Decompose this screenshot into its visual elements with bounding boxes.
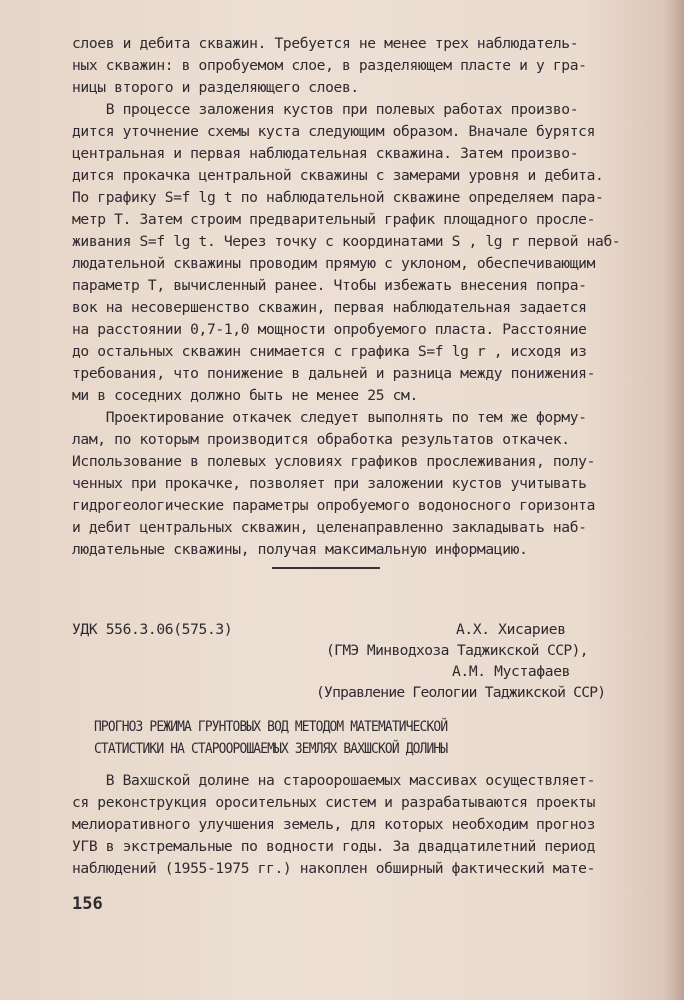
text-line: требования, что понижение в дальней и разница между понижения-	[72, 365, 596, 382]
title-line: ПРОГНОЗ РЕЖИМА ГРУНТОВЫХ ВОД МЕТОДОМ МАТЕМАТИЧЕСКОЙ	[94, 719, 448, 735]
text-line: мелиоративного улучшения земель, для которых необходим прогноз	[72, 816, 596, 833]
title-line: СТАТИСТИКИ НА СТАРООРОШАЕМЫХ ЗЕМЛЯХ ВАХШСКОЙ ДОЛИНЫ	[94, 741, 448, 757]
text-line: вок на несовершенство скважин, первая наблюдательная задается	[72, 299, 587, 316]
text-line: слоев и дебита скважин. Требуется не менее трех наблюдатель-	[72, 35, 579, 52]
text-line: В Вахшской долине на староорошаемых массивах осуществляет-	[72, 772, 596, 789]
text-line: ми в соседних должно быть не менее 25 см.	[72, 387, 418, 404]
text-line: ся реконструкция оросительных систем и разрабатываются проекты	[72, 794, 596, 811]
text-line: людательной скважины проводим прямую с уклоном, обеспечивающим	[72, 255, 596, 272]
author-name: А.Х. Хисариев	[456, 621, 566, 638]
text-line: По графику S=f lg t по наблюдательной скважине определяем пара-	[72, 189, 604, 206]
text-line: на расстоянии 0,7-1,0 мощности опробуемого пласта. Расстояние	[72, 321, 587, 338]
text-line: до остальных скважин снимается с графика S=f lg r , исходя из	[72, 343, 587, 360]
text-line: ченных при прокачке, позволяет при заложении кустов учитывать	[72, 475, 587, 492]
text-line: дится прокачка центральной скважины с замерами уровня и дебита.	[72, 167, 604, 184]
text-line: дится уточнение схемы куста следующим образом. Вначале бурятся	[72, 123, 596, 140]
text-line: наблюдений (1955-1975 гг.) накоплен обширный фактический мате-	[72, 860, 596, 877]
text-line: метр Т. Затем строим предварительный график площадного просле-	[72, 211, 596, 228]
text-line: Проектирование откачек следует выполнять по тем же форму-	[72, 409, 587, 426]
text-line: Использование в полевых условиях графиков прослеживания, полу-	[72, 453, 596, 470]
text-line: ных скважин: в опробуемом слое, в разделяющем пласте и у гра-	[72, 57, 587, 74]
text-line: живания S=f lg t. Через точку с координатами S , lg r первой наб-	[72, 233, 621, 250]
author-affiliation: (ГМЭ Минводхоза Таджикской ССР),	[326, 642, 588, 659]
page-edge-shadow	[664, 0, 684, 1000]
author-name: А.М. Мустафаев	[452, 663, 571, 680]
text-line: ницы второго и разделяющего слоев.	[72, 79, 359, 96]
text-line: параметр Т, вычисленный ранее. Чтобы избежать внесения попра-	[72, 277, 587, 294]
text-line: лам, по которым производится обработка результатов откачек.	[72, 431, 570, 448]
text-line: В процессе заложения кустов при полевых работах произво-	[72, 101, 579, 118]
text-line: УГВ в экстремальные по водности годы. За двадцатилетний период	[72, 838, 596, 855]
text-line: гидрогеологические параметры опробуемого водоносного горизонта	[72, 497, 596, 514]
page-number: 156	[72, 894, 103, 914]
author-affiliation: (Управление Геологии Таджикской ССР)	[316, 684, 606, 701]
text-line: центральная и первая наблюдательная скважина. Затем произво-	[72, 145, 579, 162]
text-line: людательные скважины, получая максимальную информацию.	[72, 541, 528, 558]
section-divider	[272, 567, 380, 569]
udk-code: УДК 556.3.06(575.3)	[72, 621, 233, 638]
text-line: и дебит центральных скважин, целенаправленно закладывать наб-	[72, 519, 587, 536]
